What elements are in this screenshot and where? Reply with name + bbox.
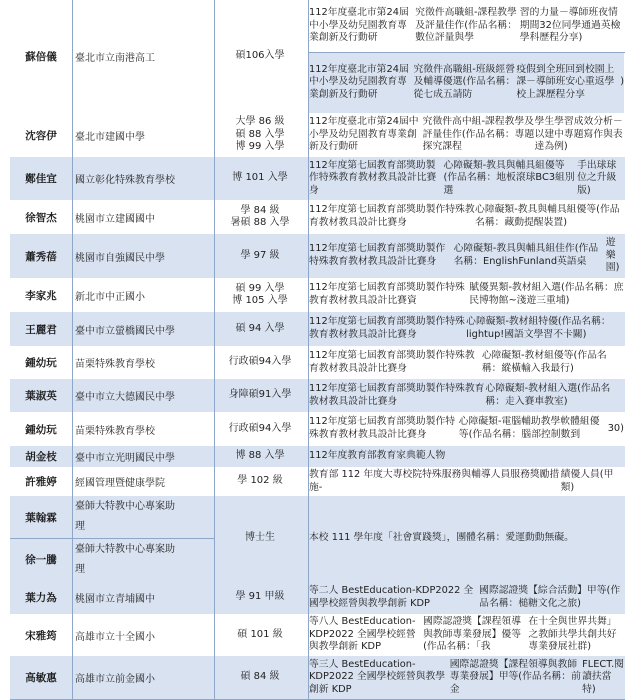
award-line: 心障礙類-教材組優等(作品名稱：縱橫輸入我最行) [481,349,607,374]
award-line: 112年度臺北市第24屆中小學及幼兒園教育專業創新及行動研 [309,7,409,44]
degree-info [214,0,306,113]
person-name: 葉翰霖 [25,511,57,524]
award-line: 等八人 BestEducation-KDP2022 全國學校經營與教學創新 KDP [309,616,416,653]
column-divider [308,234,309,278]
table-row [10,346,625,380]
column-divider [72,157,73,200]
column-divider [72,379,73,412]
person-name: 胡金枝 [25,451,57,463]
degree-line: 博 105 入學 [232,295,288,306]
award-line: 績優人員(甲類) [560,468,614,493]
column-divider [214,157,215,200]
column-divider [214,278,215,312]
column-divider [214,412,215,446]
column-divider [214,496,215,581]
degree-line: 博 88 入學 [235,450,285,462]
award-line: ) [620,76,624,88]
column-divider [214,656,215,699]
school-name: 臺北市建國中學 [75,131,145,143]
degree-info [214,446,306,467]
award-divider [308,52,625,53]
table-row [10,234,625,279]
column-divider [308,0,309,113]
column-divider [308,412,309,446]
degree-line: 博 99 入學 [235,141,285,153]
degree-line: 碩106入學 [235,50,285,62]
school-line: 理 [75,563,85,575]
column-divider [214,234,215,278]
award-text [308,278,624,312]
school-name: 新北市中正國小 [75,291,145,303]
school-name: 桃園市立青埔國中 [75,594,155,605]
award-line: FLECT.閱讀扶當特) [582,658,624,695]
column-divider [72,656,73,699]
table-row [10,312,625,347]
table-row [10,412,625,447]
award-line: 習的力量－導師班夜情期間32位同學通過英檢學科歷程分享) [519,7,621,44]
column-divider [72,0,73,113]
person-name: 鍾幼玩 [25,357,57,369]
column-divider [308,200,309,234]
person-name: 鍾幼玩 [25,423,57,436]
award-text [308,157,624,200]
person-name: 徐一騰 [25,554,57,566]
award-text [308,200,624,234]
table-row [10,0,625,114]
school-line: 臺師大特教中心專案助 [75,543,175,555]
award-text [308,467,624,496]
school-name: 高雄市立前金國小 [75,674,155,685]
degree-info [214,581,306,614]
column-divider [214,113,215,157]
award-line: 賦優異類-教材組入選(作品名稱：庶民博物館~淺遊三重埔) [469,282,624,306]
award-line: 究徵件高職組-班級經營及輔導優選(作品名稱：從七成五請防 [413,63,516,100]
column-divider [72,278,73,312]
degree-line: 學 102 級 [237,475,283,487]
degree-line: 學 91 甲級 [235,591,285,603]
award-line: 國際認證獎【課程領導與教師專業發展】甲等(作品名稱：前金 [449,658,581,695]
column-divider [214,581,215,614]
award-line: 112年度第七屆教育部獎助製作特殊教育教材教具設計比賽身 [309,159,437,196]
column-divider [214,379,215,412]
award-line: 112年度教育部教育家典範人物 [309,450,446,462]
column-divider [308,467,309,496]
degree-line: 學 97 級 [240,249,280,261]
school-line: 理 [75,521,85,532]
degree-line: 碩 84 級 [240,671,280,683]
table-row [10,379,625,413]
column-divider [308,346,309,379]
award-line: 心障礙類-教材組特優(作品名稱：lightup!國語文學習不卡關) [466,316,611,340]
degree-line: 行政碩94入學 [228,356,292,368]
column-divider [72,467,73,496]
table-row [10,278,625,313]
degree-line: 暑碩 88 入學 [230,217,290,228]
table-row [10,113,625,158]
table-row [10,467,625,497]
award-line: 等三人 BestEducation-KDP2022 全國學校經營與教學創新 KDP [309,658,446,695]
table-row [10,200,625,235]
table-row [10,656,625,700]
degree-info [214,234,306,278]
school-name: 國立彰化特殊教育學校 [75,175,175,186]
degree-line: 碩 99 入學 [235,282,285,294]
degree-info [214,379,306,412]
degree-line: 學 84 級 [240,204,280,216]
merged-person [10,538,214,581]
column-divider [72,200,73,234]
person-name: 王麗君 [25,323,57,336]
school-line: 臺師大特教中心專案助 [75,501,175,512]
school-name: 臺北市立南港高工 [75,53,155,64]
column-divider [214,312,215,346]
degree-info [214,614,306,656]
merged-person [10,496,214,538]
award-line: 112年度第七屆教育部獎助製作特殊教育教材教具設計比賽身 [309,316,465,340]
school-name: 苗栗特殊教育學校 [75,425,155,437]
degree-info [214,346,306,379]
school-name: 臺中市立光明國民中學 [75,453,175,464]
award-line: 心障礙類-教具與輔具組佳作(作品名稱：EnglishFunland英語桌 [453,243,599,267]
column-divider [308,157,309,200]
column-divider [72,312,73,346]
column-divider [72,113,73,157]
school-name: 臺中市立螢橋國民中學 [75,325,175,337]
award-text [308,346,624,379]
award-line: 學生學習成效分析－以建中專題寫作與表達為例) [534,116,623,153]
person-name: 徐智杰 [25,211,57,224]
award-text [308,446,624,467]
award-line: 等二人 BestEducation-KDP2022 全國學校經營與教學創新 KDP [309,584,474,609]
school-name: 經國管理暨健康學院 [75,478,165,489]
award-text [308,656,624,699]
column-divider [308,496,309,581]
table-row [10,157,625,201]
column-divider [308,614,309,656]
column-divider [308,446,309,467]
award-line: 教育部 112 年度大專校院特殊服務與輔導人員服務獎勵措施- [309,468,560,493]
school-name: 桃園市自強國民中學 [75,252,165,264]
table-row [10,614,625,657]
school-name: 高雄市立十全國小 [75,631,155,643]
award-line: 在十全與世界共舞」之教師共學共創共好專業發展社群) [528,616,617,653]
column-divider [214,0,215,113]
school-name: 臺中市立大德國民中學 [75,392,175,403]
degree-line: 碩 94 入學 [235,322,285,334]
award-text [308,412,624,446]
person-name: 沈容伊 [25,129,57,142]
award-line: 112年度臺北市第24屆中小學及幼兒園教育專業創新及行動研 [309,116,419,153]
column-divider [72,412,73,446]
column-divider [308,379,309,412]
degree-info [214,113,306,157]
school-name: 桃園市立建國國中 [75,213,155,225]
award-line: 心障礙類-教具與輔具組優等(作品名稱：藏動提醒裝置) [475,204,620,228]
merged-row [10,496,625,582]
column-divider [308,656,309,699]
award-line: 究徵件高職組-課程教學及評量佳作(作品名稱：數位評量與學 [415,7,518,44]
degree-info [214,656,306,699]
table-row [10,581,625,615]
award-line: 國際認證獎【課程領導與教師專業發展】優等(作品名稱：「我 [423,616,522,653]
award-line: 112年度第七屆教育部獎助製作特殊教育教材教具設計比賽資 [309,282,465,306]
award-line: 心障礙類-教具與輔具組優等(作品名稱：地板滾球BC3組別選 [443,159,575,196]
column-divider [214,446,215,467]
column-divider [308,581,309,614]
column-divider [308,278,309,312]
award-line: 112年度第七屆教育部獎助製作特殊教育教材教具設計比賽身 [309,204,475,228]
degree-info [214,467,306,496]
degree-info [214,200,306,234]
award-line: 心障礙類-教材組入選(作品名稱：走入賽車教室) [485,382,611,407]
award-text [308,379,624,412]
school-name [72,538,215,581]
person-name: 宋雅筠 [25,629,57,642]
column-divider [72,346,73,379]
person-divider [10,538,214,539]
award-line: 112年度臺北市第24屆中小學及幼兒園教育專業創新及行動研 [309,63,409,100]
person-name: 李家兆 [25,289,57,302]
award-text: 本校 111 學年度「社會實踐獎」，團體名稱：愛運動動無礙。 [309,532,574,544]
award-line: 112年度第七屆教育部獎助製作特殊教育教材教具設計比賽身 [309,382,485,407]
degree-line: 行政碩94入學 [228,422,292,434]
column-divider [72,446,73,467]
degree-line: 博 101 入學 [232,172,288,184]
column-divider [72,614,73,656]
award-line: 112年度第七屆教育部獎助製作特殊教育教材教具設計比賽身 [309,243,446,267]
award-text [308,52,624,113]
degree-info [214,412,306,446]
award-line: 心障礙類-電腦輔助教學軟體組優等(作品名稱：腦部控制數到 [458,416,600,440]
degree-line: 碩 88 入學 [235,128,285,140]
person-name: 鄭佳宜 [25,173,57,185]
column-divider [72,581,73,614]
person-name: 許雅婷 [25,476,57,488]
column-divider [72,234,73,278]
column-divider [214,200,215,234]
column-divider [308,312,309,346]
person-name: 蘇倍儀 [25,51,57,63]
award-line: 疫假到全班回到校園上課－導師班安心重返學校上課歷程分享 [516,63,615,100]
column-divider [214,614,215,656]
person-name: 蕭秀蓓 [25,250,57,263]
award-line: 112年度第七屆教育部獎助製作特殊教育教材教具設計比賽身 [309,416,456,440]
award-text [308,581,624,614]
award-line: 國際認證獎【綜合活動】甲等(作品名稱：槌糖文化之旅) [479,584,621,609]
school-name: 苗栗特殊教育學校 [75,359,155,370]
table-row [10,446,625,468]
degree-info: 博士生 [245,532,275,544]
person-name: 葉淑英 [25,390,57,402]
award-text [308,113,624,157]
person-name: 高敏惠 [25,672,57,684]
award-line: 遊樂園) [605,237,620,274]
award-line: 手出球球位之升級版) [577,159,617,196]
column-divider [214,346,215,379]
degree-info [214,157,306,200]
degree-line: 身障碩91入學 [228,389,292,401]
column-divider [308,113,309,157]
school-name [72,496,215,538]
award-text [308,614,624,656]
award-line: 112年度第七屆教育部獎助製作特殊教育教材教具設計比賽身 [309,349,475,374]
award-text [308,234,624,278]
degree-line: 大學 86 級 [235,116,285,128]
column-divider [72,496,73,581]
degree-info [214,278,306,312]
person-name: 葉力為 [25,592,57,604]
degree-line: 碩 101 級 [237,628,283,640]
award-text [308,312,624,346]
award-text [308,0,624,52]
award-line: 30) [607,422,624,434]
degree-info [214,312,306,346]
award-line: 究徵件高中組-課程教學及評量佳作(作品名稱：專題探究課程 [422,116,535,153]
column-divider [214,467,215,496]
